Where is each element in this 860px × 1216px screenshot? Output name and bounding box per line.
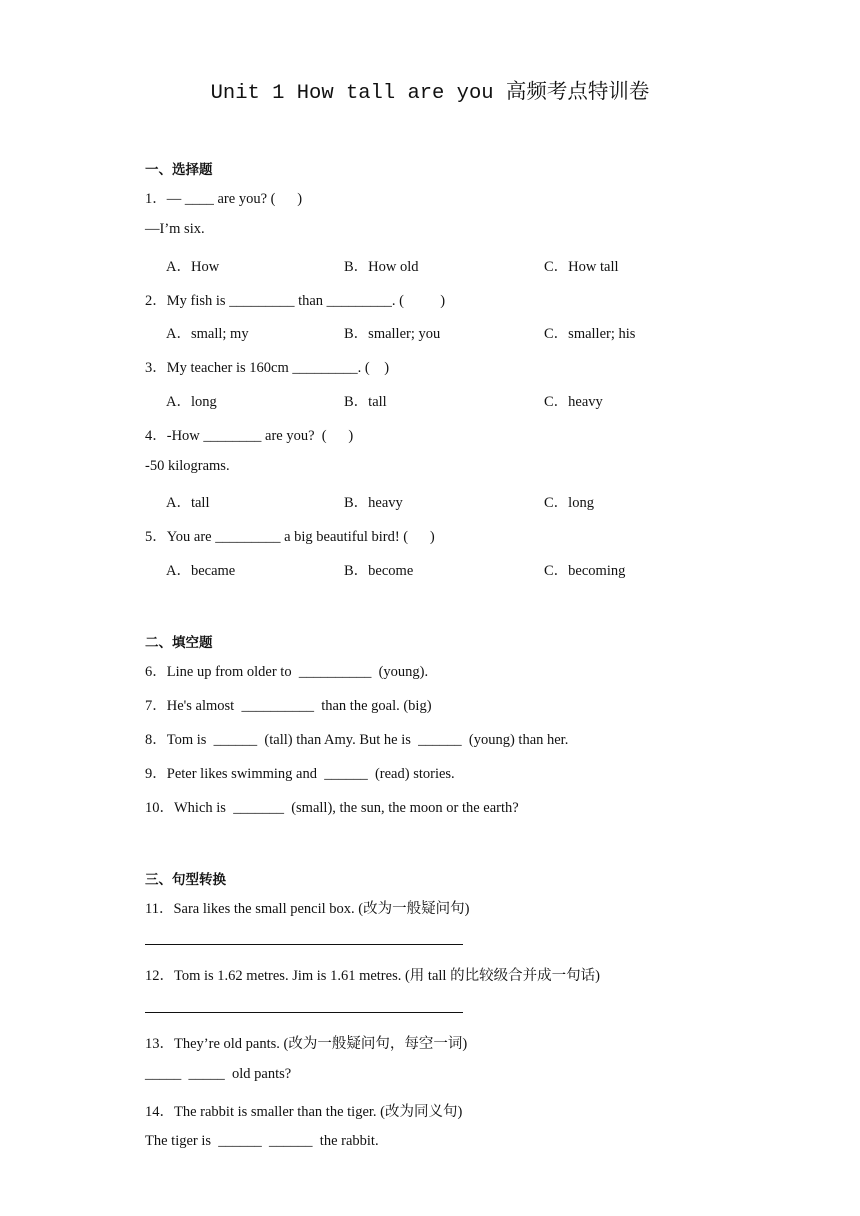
question-2-stem: 2．My fish is _________ than _________. ( ) — [145, 293, 446, 309]
question-9: 9．Peter likes swimming and ______ (read) stories. — [145, 766, 455, 782]
question-1-option-a: A．How — [166, 259, 220, 275]
question-1-stem: 1．— ____ are you? ( ) — [145, 191, 303, 207]
question-4-option-c: C．long — [544, 495, 594, 511]
section-heading-choice: 一、选择题 — [145, 162, 213, 178]
section-heading-transform: 三、句型转换 — [145, 872, 226, 888]
question-4-reply: -50 kilograms. — [145, 458, 230, 474]
question-6: 6．Line up from older to __________ (young). — [145, 664, 429, 680]
question-2-option-c: C．smaller; his — [544, 326, 636, 342]
question-13: 13．They’re old pants. (改为一般疑问句，每空一词) — [145, 1036, 468, 1052]
question-7: 7．He's almost __________ than the goal. (big) — [145, 698, 432, 714]
question-2-option-b: B．smaller; you — [344, 326, 441, 342]
question-12: 12．Tom is 1.62 metres. Jim is 1.61 metres. (用 tall 的比较级合并成一句话) — [145, 968, 600, 984]
question-2-option-a: A．small; my — [166, 326, 249, 342]
question-3-option-c: C．heavy — [544, 394, 603, 410]
question-13-blanks: _____ _____ old pants? — [145, 1066, 292, 1082]
question-3-option-a: A．long — [166, 394, 217, 410]
question-5-option-a: A．became — [166, 563, 236, 579]
question-5-stem: 5．You are _________ a big beautiful bird! ( ) — [145, 529, 435, 545]
question-5-option-c: C．becoming — [544, 563, 626, 579]
answer-line-12 — [145, 1012, 463, 1013]
question-1-reply: —I’m six. — [145, 221, 205, 237]
question-8: 8．Tom is ______ (tall) than Amy. But he is ______ (young) than her. — [145, 732, 569, 748]
question-4-option-b: B．heavy — [344, 495, 403, 511]
question-3-option-b: B．tall — [344, 394, 387, 410]
question-3-stem: 3．My teacher is 160cm _________. ( ) — [145, 360, 390, 376]
section-heading-fill-in: 二、填空题 — [145, 635, 213, 651]
page-title: Unit 1 How tall are you 高频考点特训卷 — [210, 82, 650, 105]
question-4-option-a: A．tall — [166, 495, 210, 511]
question-5-option-b: B．become — [344, 563, 414, 579]
answer-line-11 — [145, 944, 463, 945]
question-1-option-c: C．How tall — [544, 259, 619, 275]
question-10: 10．Which is _______ (small), the sun, the moon or the earth? — [145, 800, 519, 816]
question-1-option-b: B．How old — [344, 259, 419, 275]
question-11: 11．Sara likes the small pencil box. (改为一般疑问句) — [145, 901, 470, 917]
question-14-blanks: The tiger is ______ ______ the rabbit. — [145, 1133, 379, 1149]
question-4-stem: 4．-How ________ are you? ( ) — [145, 428, 354, 444]
question-14: 14．The rabbit is smaller than the tiger. (改为同义句) — [145, 1104, 463, 1120]
